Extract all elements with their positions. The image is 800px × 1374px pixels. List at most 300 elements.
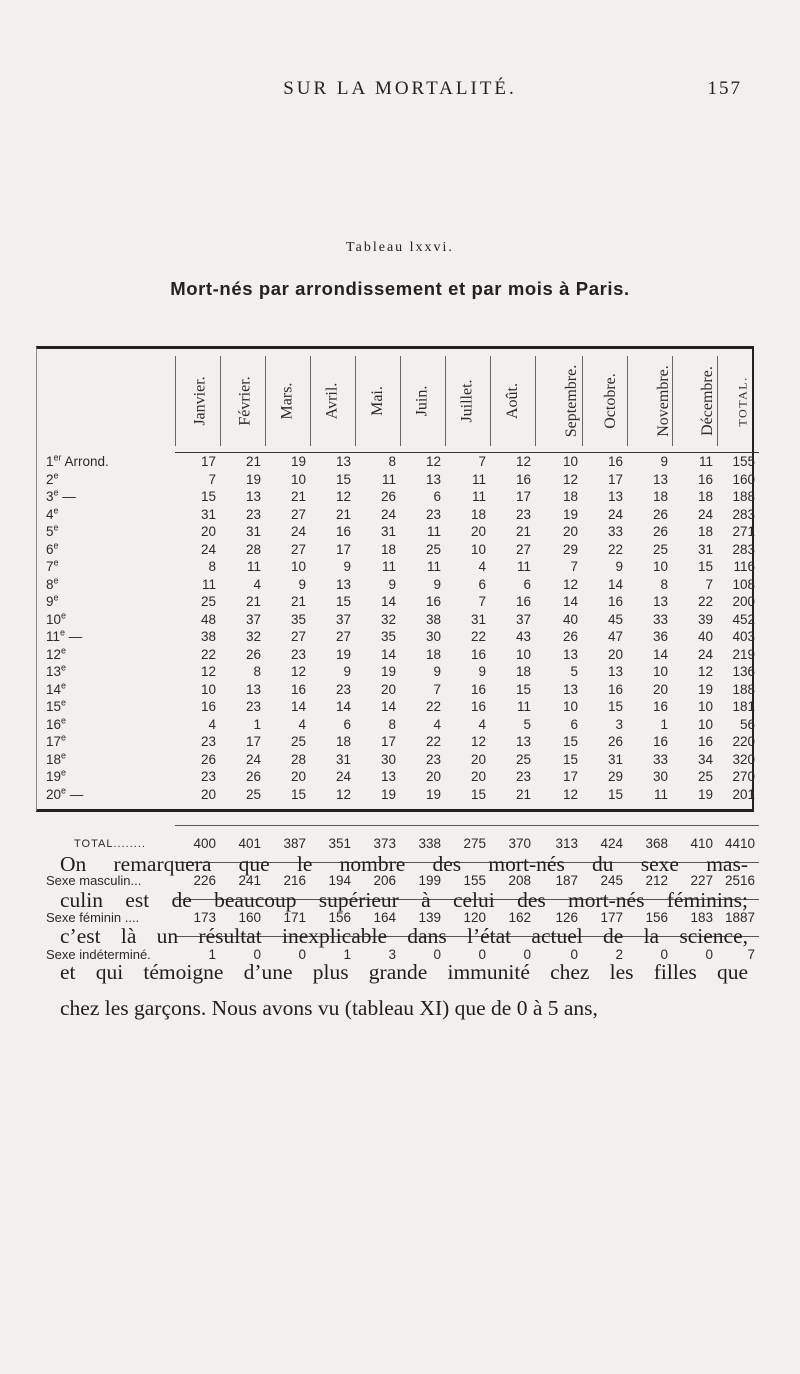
summary-cell: 156: [627, 900, 672, 937]
row-label: [38, 523, 175, 541]
column-header: [490, 356, 535, 446]
table-cell: 20: [380, 681, 396, 697]
summary-cell: 370: [490, 826, 535, 863]
summary-cell: 0: [523, 947, 531, 962]
table-cell: 19: [562, 506, 578, 522]
column-header-label: Mars.: [278, 382, 296, 420]
summary-cell: 1: [343, 947, 351, 962]
table-cell: 3: [615, 716, 623, 732]
column-header-row: [38, 356, 759, 446]
ordinal-suffix: e: [60, 627, 66, 638]
table-cell: 6: [343, 716, 351, 732]
table-cell: 18: [335, 734, 351, 749]
arrondissement-number: 14: [46, 681, 62, 697]
table-row: [38, 681, 759, 699]
table-cell: 20: [652, 681, 668, 697]
table-cell: 23: [515, 506, 531, 522]
table-cell: 25: [652, 541, 668, 557]
row-label: [38, 628, 175, 646]
table-row: [38, 716, 759, 734]
table-cell: 37: [515, 611, 531, 627]
table-row: [38, 576, 759, 594]
table-cell: 31: [245, 524, 261, 539]
table-cell: 30: [652, 769, 668, 784]
table-cell: 33: [607, 524, 623, 539]
summary-cell: 177: [582, 900, 627, 937]
summary-cell: 0: [433, 947, 441, 962]
summary-cell: 410: [672, 826, 717, 863]
summary-cell: 156: [310, 900, 355, 937]
table-cell: 283: [732, 506, 755, 522]
table-cell: 26: [652, 524, 668, 539]
table-cell: 13: [245, 681, 261, 697]
table-cell: 13: [515, 734, 531, 749]
table-cell: 11: [516, 699, 531, 714]
table-cell: 23: [290, 646, 306, 662]
table-cell: 13: [562, 646, 578, 662]
table-cell: 14: [652, 646, 668, 662]
table-cell: 452: [732, 611, 755, 627]
ordinal-suffix: e: [61, 715, 67, 725]
table-row: [38, 698, 759, 716]
table-cell: 18: [515, 664, 531, 679]
summary-cell: 401: [220, 826, 265, 863]
table-cell: 7: [705, 576, 713, 592]
table-cell: 320: [732, 751, 755, 767]
table-cell: 25: [200, 594, 216, 609]
table-cell: 38: [425, 611, 441, 627]
table-cell: 13: [245, 489, 261, 504]
table-cell: 160: [732, 471, 755, 487]
column-header-label: Décembre.: [698, 366, 716, 436]
table-cell: 5: [570, 664, 578, 679]
column-header: [717, 356, 759, 446]
table-cell: 4: [478, 559, 486, 574]
summary-cell: 0: [660, 947, 668, 962]
summary-cell: 173: [175, 900, 220, 937]
row-label: [38, 471, 175, 489]
row-label: [38, 733, 175, 751]
table-cell: 21: [290, 594, 306, 609]
table-cell: 19: [245, 471, 261, 487]
summary-cell: 2: [615, 947, 623, 962]
table-row: [38, 628, 759, 646]
table-cell: 24: [380, 506, 396, 522]
summary-cell: 162: [490, 900, 535, 937]
table-cell: 16: [515, 594, 531, 609]
table-cell: 17: [607, 471, 623, 487]
row-label: [38, 506, 175, 524]
table-cell: 24: [697, 506, 713, 522]
table-cell: 5: [523, 716, 531, 732]
summary-cell: 1887: [717, 900, 759, 937]
table-cell: 14: [380, 699, 396, 714]
table-cell: 9: [343, 664, 351, 679]
table-cell: 8: [660, 576, 668, 592]
table-cell: 37: [245, 611, 261, 627]
row-label: [38, 593, 175, 611]
table-cell: 16: [607, 594, 623, 609]
table-cell: 26: [380, 489, 396, 504]
table-cell: 30: [425, 629, 441, 644]
table-cell: 9: [478, 664, 486, 679]
arrondissement-number: 11: [46, 629, 61, 644]
table-cell: 7: [433, 681, 441, 697]
table-cell: 20: [200, 786, 216, 802]
table-cell: 23: [425, 751, 441, 767]
table-cell: 15: [515, 681, 531, 697]
table-cell: 22: [425, 699, 441, 714]
table-cell: 4: [298, 716, 306, 732]
arrondissement-number: 6: [46, 541, 54, 557]
table-cell: 24: [200, 541, 216, 557]
table-cell: 31: [470, 611, 486, 627]
ordinal-suffix: e: [53, 540, 59, 550]
column-header: [400, 356, 445, 446]
table-cell: 20: [607, 646, 623, 662]
table-cell: 31: [335, 751, 351, 767]
table-cell: 47: [607, 629, 623, 644]
table-cell: 19: [697, 786, 713, 802]
column-header: [310, 356, 355, 446]
summary-cell: 139: [400, 900, 445, 937]
table-cell: 20: [470, 751, 486, 767]
row-label-suffix: —: [65, 629, 83, 644]
summary-cell: 0: [478, 947, 486, 962]
column-header: [627, 356, 672, 446]
table-cell: 271: [732, 524, 755, 539]
row-label: [38, 541, 175, 559]
table-cell: 12: [425, 454, 441, 469]
table-cell: 20: [200, 524, 216, 539]
table-cell: 17: [200, 454, 216, 469]
table-cell: 19: [335, 646, 351, 662]
table-cell: 108: [732, 576, 755, 592]
table-cell: 31: [200, 506, 216, 522]
table-cell: 4: [478, 716, 486, 732]
body-text-line: chez les garçons. Nous avons vu (tableau XI) que de 0 à 5 ans,: [60, 996, 598, 1020]
table-cell: 6: [478, 576, 486, 592]
table-cell: 6: [523, 576, 531, 592]
table-cell: 21: [335, 506, 351, 522]
table-cell: 19: [380, 664, 396, 679]
table-cell: 16: [470, 699, 486, 714]
table-cell: 27: [290, 541, 306, 557]
row-label: [38, 681, 175, 699]
table-cell: 12: [697, 664, 713, 679]
table-cell: 10: [697, 699, 713, 714]
table-cell: 21: [290, 489, 306, 504]
table-cell: 28: [290, 751, 306, 767]
table-cell: 10: [652, 559, 668, 574]
ordinal-suffix: e: [53, 557, 59, 568]
column-header-label: Août.: [503, 383, 521, 419]
arrondissement-number: 9: [46, 594, 54, 609]
table-cell: 19: [697, 681, 713, 697]
arrondissement-number: 19: [46, 769, 62, 784]
table-cell: 14: [290, 699, 306, 714]
table-cell: 1: [253, 716, 261, 732]
row-label: [38, 751, 175, 769]
table-cell: 22: [425, 734, 441, 749]
table-cell: 20: [290, 769, 306, 784]
summary-label: Sexe indéterminé.: [46, 946, 151, 962]
summary-label: Sexe féminin ....: [46, 910, 140, 925]
table-caption: Mort-nés par arrondissement et par mois à Paris.: [170, 278, 630, 299]
table-cell: 31: [697, 541, 713, 557]
summary-cell: 373: [355, 826, 400, 863]
table-cell: 11: [471, 489, 486, 504]
ordinal-suffix: er: [53, 452, 62, 463]
table-cell: 16: [652, 734, 668, 749]
table-cell: 31: [607, 751, 623, 767]
table-cell: 16: [697, 734, 713, 749]
column-header-label: Juillet.: [458, 379, 476, 423]
row-label: [38, 576, 175, 594]
table-row: [38, 768, 759, 786]
column-header: [175, 356, 220, 446]
table-cell: 23: [200, 734, 216, 749]
table-cell: 15: [562, 734, 578, 749]
table-cell: 27: [290, 506, 306, 522]
table-cell: 25: [425, 541, 441, 557]
body-text-line: On remarquera que le nombre des mort-nés du sexe mas-: [60, 852, 748, 876]
table-cell: 26: [200, 751, 216, 767]
table-cell: 7: [478, 594, 486, 609]
table-cell: 11: [471, 471, 486, 487]
table-cell: 12: [335, 489, 351, 504]
summary-cell: 126: [535, 900, 582, 937]
summary-cell: 313: [535, 826, 582, 863]
table-cell: 18: [425, 646, 441, 662]
column-header-label: Septembre.: [562, 364, 580, 438]
table-cell: 25: [697, 769, 713, 784]
summary-cell: 387: [265, 826, 310, 863]
summary-cell: 226: [175, 863, 220, 900]
table-cell: 19: [425, 786, 441, 802]
table-row: [38, 611, 759, 629]
table-cell: 6: [570, 716, 578, 732]
table-cell: 15: [697, 559, 713, 574]
table-cell: 11: [381, 559, 396, 574]
table-cell: 17: [515, 489, 531, 504]
ordinal-suffix: e: [53, 522, 59, 533]
table-cell: 24: [335, 769, 351, 784]
table-cell: 201: [732, 786, 755, 802]
ordinal-suffix: e: [53, 575, 59, 585]
table-cell: 32: [380, 611, 396, 627]
summary-cell: 241: [220, 863, 265, 900]
body-text-line: culin est de beaucoup supérieur à celui des mort-nés féminins;: [60, 888, 748, 912]
arrondissement-number: 17: [46, 734, 62, 749]
table-cell: 29: [562, 541, 578, 557]
table-cell: 1: [660, 716, 668, 732]
running-title: SUR LA MORTALITÉ.: [283, 78, 517, 99]
row-label: [38, 558, 175, 576]
table-cell: 45: [607, 611, 623, 627]
table-row: [38, 506, 759, 524]
column-header-label: Novembre.: [654, 365, 672, 437]
table-cell: 23: [425, 506, 441, 522]
row-label-header: [38, 356, 175, 446]
summary-cell: 216: [265, 863, 310, 900]
table-cell: 28: [245, 541, 261, 557]
table-cell: 22: [697, 594, 713, 609]
summary-label: TOTAL........: [74, 838, 146, 850]
table-cell: 26: [562, 629, 578, 644]
table-cell: 18: [652, 489, 668, 504]
summary-cell: 245: [582, 863, 627, 900]
table-cell: 14: [380, 646, 396, 662]
table-cell: 17: [335, 541, 351, 557]
ordinal-suffix: e: [61, 645, 67, 655]
table-cell: 24: [697, 646, 713, 662]
table-cell: 12: [515, 454, 531, 469]
row-label-suffix: —: [58, 489, 76, 504]
table-cell: 136: [732, 664, 755, 679]
summary-cell: 368: [627, 826, 672, 863]
summary-cell: 206: [355, 863, 400, 900]
table-cell: 11: [698, 454, 713, 469]
arrondissement-number: 1: [46, 453, 54, 469]
table-cell: 18: [697, 489, 713, 504]
table-cell: 15: [335, 594, 351, 609]
table-cell: 9: [615, 559, 623, 574]
table-cell: 25: [290, 734, 306, 749]
ordinal-suffix: e: [53, 487, 59, 498]
table-cell: 15: [335, 471, 351, 487]
summary-cell: 338: [400, 826, 445, 863]
table-cell: 6: [433, 489, 441, 504]
table-cell: 4: [208, 716, 216, 732]
table-cell: 16: [697, 471, 713, 487]
table-cell: 11: [653, 786, 668, 802]
table-cell: 10: [562, 454, 578, 469]
table-row: [38, 593, 759, 611]
summary-cell: 0: [298, 947, 306, 962]
table-cell: 20: [562, 524, 578, 539]
table-cell: 18: [380, 541, 396, 557]
table-cell: 16: [607, 454, 623, 469]
table-cell: 26: [245, 646, 261, 662]
table-cell: 19: [290, 454, 306, 469]
table-cell: 9: [388, 576, 396, 592]
summary-cell: 1: [208, 947, 216, 962]
table-row: [38, 663, 759, 681]
table-cell: 24: [290, 524, 306, 539]
summary-label: Sexe masculin...: [46, 873, 142, 888]
row-label-suffix: —: [66, 786, 84, 802]
table-cell: 8: [388, 454, 396, 469]
table-cell: 220: [732, 734, 755, 749]
summary-cell: 120: [445, 900, 490, 937]
table-cell: 26: [245, 769, 261, 784]
page-number: 157: [707, 78, 742, 99]
row-label: [38, 768, 175, 786]
table-cell: 43: [515, 629, 531, 644]
table-cell: 24: [245, 751, 261, 767]
summary-cell: 0: [570, 947, 578, 962]
summary-cell: 208: [490, 863, 535, 900]
column-header-label: Avril.: [323, 382, 341, 420]
table-cell: 15: [470, 786, 486, 802]
ordinal-suffix: e: [53, 592, 59, 603]
table-cell: 17: [562, 769, 578, 784]
table-cell: 26: [652, 506, 668, 522]
table-cell: 39: [697, 611, 713, 627]
table-cell: 10: [200, 681, 216, 697]
summary-cell: 2516: [717, 863, 759, 900]
table-row: [38, 488, 759, 506]
table-cell: 29: [607, 769, 623, 784]
table-cell: 7: [208, 471, 216, 487]
table-cell: 10: [697, 716, 713, 732]
table-cell: 36: [652, 629, 668, 644]
table-row: [38, 453, 759, 471]
summary-cell: 155: [445, 863, 490, 900]
table-cell: 15: [290, 786, 306, 802]
table-cell: 16: [290, 681, 306, 697]
table-cell: 155: [732, 454, 755, 469]
table-cell: 16: [515, 471, 531, 487]
arrondissement-number: 3: [46, 489, 54, 504]
table-cell: 18: [562, 489, 578, 504]
table-cell: 7: [570, 559, 578, 574]
table-row: [38, 523, 759, 541]
table-cell: 48: [200, 611, 216, 627]
summary-cell: 275: [445, 826, 490, 863]
column-header: [220, 356, 265, 446]
table-cell: 30: [380, 751, 396, 767]
table-cell: 21: [245, 594, 261, 609]
table-cell: 18: [470, 506, 486, 522]
table-cell: 25: [245, 786, 261, 802]
arrondissement-number: 5: [46, 524, 54, 539]
column-header-label: Février.: [236, 376, 254, 426]
table-cell: 12: [470, 734, 486, 749]
table-cell: 18: [697, 524, 713, 539]
ordinal-suffix: e: [61, 697, 67, 708]
ordinal-suffix: e: [61, 750, 67, 760]
table-cell: 10: [290, 471, 306, 487]
table-cell: 19: [380, 786, 396, 802]
arrondissement-number: 13: [46, 664, 62, 679]
table-cell: 16: [425, 594, 441, 609]
body-text-line: c’est là un résultat inexplicable dans l’état actuel de la science,: [60, 924, 748, 948]
table-cell: 21: [515, 786, 531, 802]
table-cell: 9: [433, 576, 441, 592]
row-label-suffix: Arrond.: [61, 453, 109, 469]
table-cell: 22: [200, 646, 216, 662]
table-cell: 23: [245, 506, 261, 522]
table-row: [38, 786, 759, 804]
table-cell: 22: [470, 629, 486, 644]
table-cell: 33: [652, 751, 668, 767]
row-label: [38, 716, 175, 734]
table-cell: 23: [515, 769, 531, 784]
table-cell: 14: [562, 594, 578, 609]
ordinal-suffix: e: [61, 680, 67, 690]
summary-cell: 183: [672, 900, 717, 937]
table-cell: 15: [607, 699, 623, 714]
table-cell: 10: [515, 646, 531, 662]
table-cell: 13: [335, 454, 351, 469]
summary-cell: 0: [705, 947, 713, 962]
table-cell: 16: [470, 681, 486, 697]
table-cell: 11: [381, 471, 396, 487]
table-cell: 11: [246, 559, 261, 574]
table-row: [38, 751, 759, 769]
